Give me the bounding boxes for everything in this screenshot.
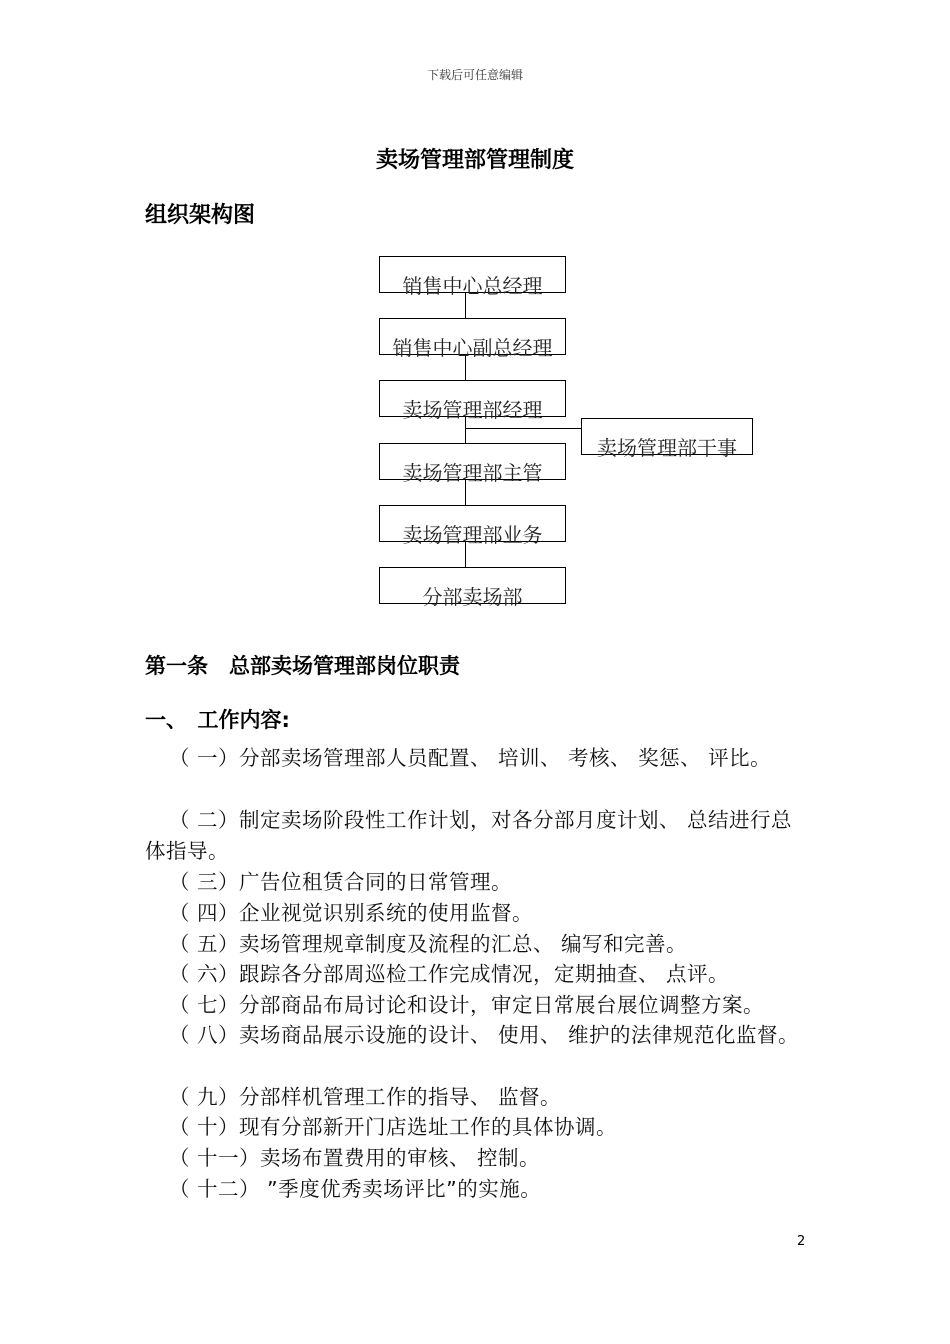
header-note: 下载后可任意编辑 (426, 68, 523, 82)
org-box-label: 卖场管理部经理 (402, 398, 543, 422)
org-box-label: 卖场管理部主管 (402, 461, 543, 485)
org-box-branch-store-dept (379, 567, 566, 609)
list-item: （ 十二） ”季度优秀卖场评比”的实施。 (169, 1177, 542, 1201)
org-box-label: 分部卖场部 (422, 585, 523, 609)
org-box-department-clerk (581, 418, 753, 460)
list-item: （ 十）现有分部新开门店选址工作的具体协调。 (169, 1115, 618, 1139)
list-item: （ 九）分部样机管理工作的指导、 监督。 (169, 1085, 562, 1109)
org-box-label: 销售中心总经理 (402, 274, 543, 298)
article-heading: 第一条 总部卖场管理部岗位职责 (145, 654, 460, 678)
list-item: （ 一）分部卖场管理部人员配置、 培训、 考核、 奖惩、 评比。 (169, 746, 772, 770)
list-item: （ 三）广告位租赁合同的日常管理。 (169, 870, 513, 894)
list-item: （ 七）分部商品布局讨论和设计，审定日常展台展位调整方案。 (169, 993, 765, 1017)
org-box-label: 销售中心副总经理 (392, 336, 553, 360)
org-box-department-business (379, 505, 566, 547)
org-chart-branch-connector (465, 428, 582, 429)
org-box-label: 卖场管理部干事 (597, 436, 737, 460)
org-chart (0, 0, 950, 640)
list-item: （ 十一）卖场布置费用的审核、 控制。 (169, 1146, 541, 1170)
list-item: （ 八）卖场商品展示设施的设计、 使用、 维护的法律规范化监督。 (169, 1023, 800, 1047)
list-item: （ 五）卖场管理规章制度及流程的汇总、 编写和完善。 (169, 932, 688, 956)
list-item: （ 四）企业视觉识别系统的使用监督。 (169, 901, 534, 925)
org-box-general-manager (379, 256, 566, 298)
section-heading: 一、 工作内容: (145, 708, 290, 732)
org-chart-heading: 组织架构图 (145, 203, 256, 228)
document-title: 卖场管理部管理制度 (375, 148, 574, 173)
org-box-deputy-general-manager (379, 318, 566, 360)
list-item: （ 六）跟踪各分部周巡检工作完成情况，定期抽查、 点评。 (169, 962, 730, 986)
org-box-label: 卖场管理部业务 (402, 523, 543, 547)
org-box-department-supervisor (379, 443, 566, 485)
page-number: 2 (797, 1234, 806, 1249)
org-box-department-manager (379, 380, 566, 422)
list-item: （ 二）制定卖场阶段性工作计划，对各分部月度计划、 总结进行总体指导。 (145, 808, 793, 863)
